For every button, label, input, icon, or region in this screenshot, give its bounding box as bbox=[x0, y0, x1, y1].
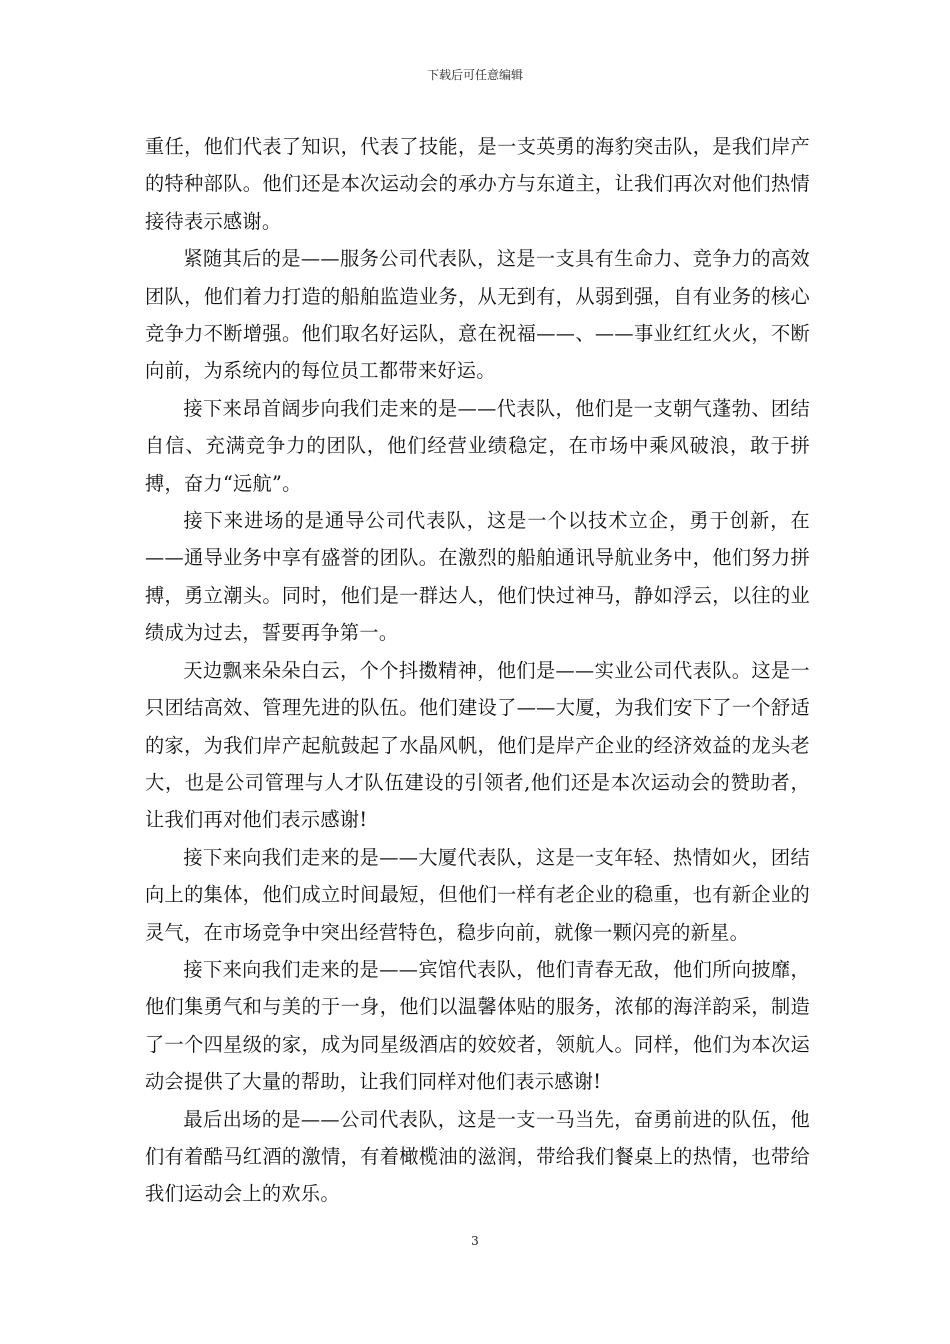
page-number: 3 bbox=[471, 1234, 479, 1248]
paragraph: 接下来向我们走来的是——大厦代表队，这是一支年轻、热情如火，团结向上的集体，他们成立时间最短，但他们一样有老企业的稳重，也有新企业的灵气，在市场竞争中突出经营特色，稳步向前，就像一颗闪亮的新星。 bbox=[145, 845, 810, 944]
paragraph: 天边飘来朵朵白云，个个抖擞精神，他们是——实业公司代表队。这是一只团结高效、管理先进的队伍。他们建设了——大厦，为我们安下了一个舒适的家，为我们岸产起航鼓起了水晶风帆，他们是岸产企业的经济效益的龙头老大，也是公司管理与人才队伍建设的引领者,他们还是本次运动会的赞助者，让我们再对他们表示感谢! bbox=[145, 658, 810, 832]
paragraph: 最后出场的是——公司代表队，这是一支一马当先，奋勇前进的队伍，他们有着酷马红酒的激情，有着橄榄油的滋润，带给我们餐桌上的热情，也带给我们运动会上的欢乐。 bbox=[145, 1107, 810, 1206]
paragraph: 接下来进场的是通导公司代表队，这是一个以技术立企，勇于创新，在——通导业务中享有盛誉的团队。在激烈的船舶通讯导航业务中，他们努力拼搏，勇立潮头。同时，他们是一群达人，他们快过神马，静如浮云，以往的业绩成为过去，誓要再争第一。 bbox=[145, 509, 810, 645]
paragraph: 接下来向我们走来的是——宾馆代表队，他们青春无敌，他们所向披靡，他们集勇气和与美的于一身，他们以温馨体贴的服务，浓郁的海洋韵采，制造了一个四星级的家，成为同星级酒店的姣姣者，领航人。同样，他们为本次运动会提供了大量的帮助，让我们同样对他们表示感谢! bbox=[145, 957, 810, 1094]
document-body bbox=[145, 128, 810, 1213]
paragraph: 重任，他们代表了知识，代表了技能，是一支英勇的海豹突击队，是我们岸产的特种部队。他们还是本次运动会的承办方与东道主，让我们再次对他们热情接待表示感谢。 bbox=[145, 135, 810, 233]
paragraph: 紧随其后的是——服务公司代表队，这是一支具有生命力、竞争力的高效团队，他们着力打造的船舶监造业务，从无到有，从弱到强，自有业务的核心竞争力不断增强。他们取名好运队，意在祝福——、——事业红红火火，不断向前，为系统内的每位员工都带来好运。 bbox=[145, 247, 810, 383]
paragraph: 接下来昂首阔步向我们走来的是——代表队，他们是一支朝气蓬勃、团结自信、充满竞争力的团队，他们经营业绩稳定，在市场中乘风破浪，敢于拼搏，奋力“远航”。 bbox=[145, 396, 810, 495]
page-header: 下载后可任意编辑 bbox=[426, 68, 523, 82]
